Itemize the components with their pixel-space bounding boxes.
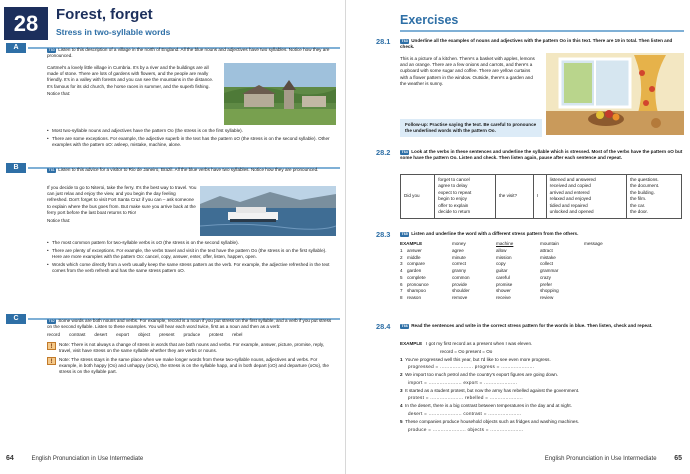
section-a-paragraph: Cartmel's a lovely little village in Cumbria. It's by a river and the buildings are all made of stone. There are lots of gardens with flowers, and the people are really friendly. It's in a valley with forests and you can see the mountains in the distance. It's famous for its old church, the horse races in summer, and the superb fishing. xyxy=(47,65,214,89)
answer-line[interactable]: produce = ..................... objects = ..................... xyxy=(408,426,524,432)
exercise-number: 28.2 xyxy=(376,148,391,157)
section-a-bullet: • There are some exceptions. For example, the adjective superb in the text has the pattern oO (the stress is on the second syllable). Other examples with the pattern oO: asleep, mistake, machine, alone. xyxy=(47,136,337,148)
exercise-28-4-body: EXAMPLE I got my first record as a present when I was eleven. record = Oo present = Oo 1 You've progressed well this year, but I'd like to see even more progress. progressed = ..................... progress = ..................... 2 We import too much petrol and the country's export figures are going down. import = ..................... export = ..................... 3 It started as a student protest, but now the army has rebelled against the government. protest = ..................... rebelled = ..................... 4 In the desert, there is a big contrast between temperatures in the day and at night. desert = ..................... contrast = ..................... 5 These companies produce household objects such as fridges and washing machines. produce = ..................... objects = ..................... xyxy=(400,341,684,434)
section-b-paragraph: If you decide to go to Niteroi, take the ferry. It's the best way to travel. You can just relax and enjoy the view, and you begin the day feeling refreshed. Don't forget to visit Fort Santa Cruz if you can – ask someone to explain where the bus goes from. But make sure you arrive back at the ferry port before the last boat returns to Rio! xyxy=(47,185,197,215)
section-b-tag: B xyxy=(6,163,26,173)
section-a-notice: Notice that: xyxy=(47,91,71,97)
section-b-notice: Notice that: xyxy=(47,217,71,223)
section-a-intro: Listen to this description of a village in the north of England. All the blue nouns and adjectives have two syllables. Notice how they are pronounced. xyxy=(47,47,330,59)
answer-line[interactable]: protest = ..................... rebelled = ..................... xyxy=(408,395,523,401)
exercise-28-1-followup-block xyxy=(400,116,542,137)
village-photo xyxy=(224,63,336,125)
section-c-word: desert xyxy=(94,332,108,338)
section-c-tag: C xyxy=(6,314,26,324)
section-c-word: present xyxy=(159,332,175,338)
section-b-bullets-block xyxy=(47,240,337,276)
section-a-tag: A xyxy=(6,43,26,53)
note-text: Note: There is not always a change of stress in words that are both nouns and verbs. For example, answer, picture, promise, reply, travel, visit have stress on the same syllable whether they are verbs or nouns. xyxy=(59,341,325,353)
section-c-intro: Some words are both nouns and verbs. For example, record is a noun if you put stress on the first syllable, and a verb if you put stress on the second syllable. Listen to these examples. You will hear each word twice, first as a noun and then as a verb: xyxy=(47,318,332,330)
section-c-word: record xyxy=(47,332,61,338)
cd-track-badge[interactable]: T63 xyxy=(401,39,408,43)
cd-track-badge[interactable]: T66 xyxy=(401,324,408,328)
section-b-intro: Listen to this advice for a visitor to Rio de Janeiro, Brazil. All the blue verbs have two syllables. Notice how they are pronounced. xyxy=(58,167,319,172)
book-title: English Pronunciation in Use Intermediate xyxy=(31,456,144,462)
note-box xyxy=(47,357,337,376)
followup-box: Follow-up: Practise saying the text. Be careful to pronounce the underlined words with the pattern Oo. xyxy=(400,119,542,137)
warning-icon: ! xyxy=(47,342,56,350)
pronoun-cell: I xyxy=(534,175,547,219)
the-visit-cell: the visit? xyxy=(495,175,533,219)
unit-title: Forest, forget xyxy=(56,6,153,23)
section-b-paragraph-block xyxy=(47,185,197,225)
section-a-paragraph-block xyxy=(47,65,219,99)
left-footer xyxy=(6,454,143,463)
section-c-block xyxy=(47,318,337,379)
answer-line[interactable]: desert = ..................... contrast = ..................... xyxy=(408,411,522,417)
section-c-word: contrast xyxy=(69,332,86,338)
exercise-28-3-grid: EXAMPLE money machine mountain message 1 answer agree allow attract 2 middle minute mission mistake 3 compare correct copy collect 4 garden granny guitar grammar 5 complete common careful crazy 6 pronounce provide promise prefer 7 shampoo shoulder shower shopping 8 reason remove receive review xyxy=(400,241,603,301)
unit-number: 28 xyxy=(4,7,48,40)
kitchen-photo xyxy=(546,53,684,135)
cd-track-badge[interactable]: T65 xyxy=(401,232,408,236)
note-text: Note: The stress stays in the same place when we make longer words from these two-syllable nouns, adjectives and verbs. For example, in both happy (Oo) and unhappy (oOo), the stress is on the syllable happ, and in both depart (oO) and departure (oOo), the stress is on the syllable part. xyxy=(59,356,329,375)
exercise-number: 28.1 xyxy=(376,37,391,46)
section-c-word-list xyxy=(47,332,337,338)
exercise-28-1-text: This is a picture of a kitchen. There's a basket with apples, lemons and an orange. There are a few onions and carrots, and there's a cupboard with some sugar and coffee. There are yellow curtains with a flower pattern in the window. Outside, there's a garden and the weather is sunny. xyxy=(400,56,535,86)
right-page xyxy=(345,0,690,474)
section-c-word: produce xyxy=(183,332,201,338)
right-footer xyxy=(545,454,682,463)
section-a-intro-block xyxy=(47,47,337,61)
warning-icon: ! xyxy=(47,357,56,365)
exercise-number: 28.4 xyxy=(376,322,391,331)
cd-track-badge[interactable]: T61 xyxy=(48,168,55,172)
cd-track-badge[interactable]: T64 xyxy=(401,150,408,154)
answer-line[interactable]: progressed = ..................... progress = ..................... xyxy=(408,364,535,370)
page-number: 64 xyxy=(6,455,14,462)
section-b-bullet: • Words which come directly from a verb usually keep the same stress pattern as the verb. For example, the adjective refreshed in the text comes from the verb refresh and has the same stress pattern oO. xyxy=(47,262,337,274)
cd-track-badge[interactable]: T62 xyxy=(48,319,55,323)
section-a-bullet: • Most two-syllable nouns and adjectives have the pattern Oo (the stress is on the first syllable). xyxy=(47,128,337,134)
verb-list-2: listened and answered received and copied arrived and entered relaxed and enjoyed tidied and repaired unlocked and opened xyxy=(546,175,626,219)
exercise-28-1-instruction: T63 Underline all the examples of nouns and adjectives with the pattern Oo in this text. There are 19 in total. Then listen and check. xyxy=(400,38,673,50)
exercise-28-3-instruction: T65 Listen and underline the word with a different stress pattern from the others. xyxy=(401,231,579,236)
did-you-cell: Did you xyxy=(401,175,435,219)
exercise-28-4-instruction: T66 Read the sentences and write in the correct stress pattern for the words in blue. Then listen, check and repeat. xyxy=(401,323,653,328)
unit-subtitle: Stress in two-syllable words xyxy=(56,27,171,37)
verb-list-1: forget to cancel agree to delay expect to repeat begin to enjoy offer to explain decide to return xyxy=(435,175,496,219)
exercises-divider xyxy=(400,30,684,32)
cd-track-badge[interactable]: T60 xyxy=(48,48,55,52)
section-c-word: protest xyxy=(209,332,224,338)
answer-line[interactable]: import = ..................... export = ..................... xyxy=(408,379,518,385)
section-c-word: rebel xyxy=(232,332,243,338)
section-c-word: object xyxy=(137,332,151,338)
object-list: the questions. the document. the building. the film. the car. the door. xyxy=(627,175,682,219)
exercise-28-2-instruction: T64 Look at the verbs in these sentences and underline the syllable which is stressed. Most of the verbs have the pattern oO but some have the pattern Oo. Listen and check. Then listen again, pause after each sentence and repeat. xyxy=(400,149,683,161)
section-c-word: export xyxy=(116,332,129,338)
section-b-intro-block xyxy=(47,167,337,175)
page-number: 65 xyxy=(674,455,682,462)
section-b-bullet: • There are plenty of exceptions. For example, the verbs travel and visit in the text have the pattern Oo (the stress is on the first syllable). Here are more examples with the pattern Oo: cancel, copy, answer, enter, offer, listen, happen, open. xyxy=(47,248,337,260)
ferry-photo xyxy=(200,186,336,236)
note-box xyxy=(47,342,337,354)
exercises-heading: Exercises xyxy=(400,13,459,27)
book-title: English Pronunciation in Use Intermediate xyxy=(544,456,657,462)
section-b-bullet: • The most common pattern for two-syllable verbs is oO (the stress is on the second syllable). xyxy=(47,240,337,246)
exercise-28-2-table xyxy=(400,174,682,219)
exercise-number: 28.3 xyxy=(376,230,391,239)
section-a-bullets-block xyxy=(47,128,337,150)
